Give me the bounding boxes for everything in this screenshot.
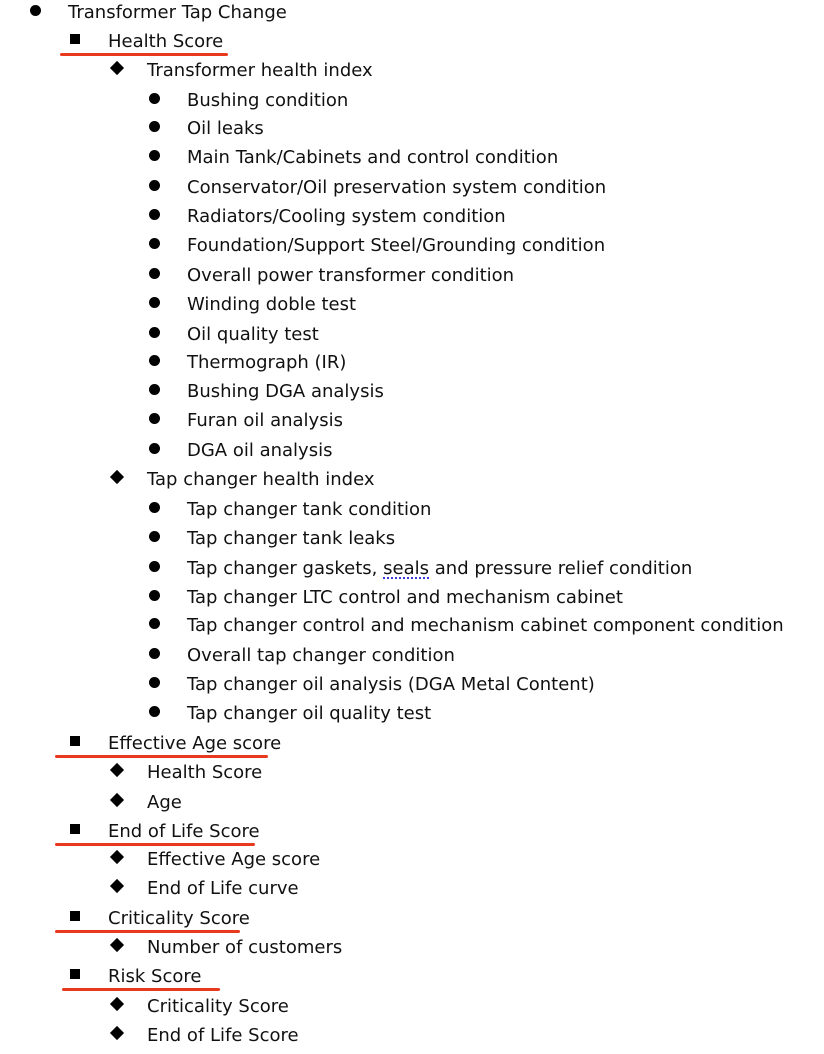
list-item-label: Conservator/Oil preservation system condition [187,177,607,198]
risk-score-red-underline [62,988,220,991]
spellcheck-flagged-word[interactable]: seals [383,558,430,579]
list-item-label: Radiators/Cooling system condition [187,206,506,227]
bullet-dot-icon [149,583,160,601]
bullet-dot-icon [149,231,160,249]
end-of-life-score-label: End of Life Score [108,821,260,842]
list-item-label: Overall tap changer condition [187,645,455,666]
bullet-dot-icon [149,611,160,629]
bullet-dot-icon [149,670,160,688]
bullet-diamond-icon [112,992,122,1009]
list-item-label: Tap changer tank leaks [187,528,396,549]
list-item-label: Furan oil analysis [187,410,343,431]
health-score-label: Health Score [108,31,224,52]
tap-changer-health-index-label: Tap changer health index [147,469,375,490]
list-item-label: Effective Age score [147,849,321,870]
risk-score-label: Risk Score [108,966,202,987]
list-item-label: Thermograph (IR) [187,352,347,373]
gaskets-rest-text: and pressure relief condition [434,558,693,579]
bullet-dot-icon [149,406,160,424]
bullet-dot-icon [149,699,160,717]
bullet-dot-icon [30,0,41,16]
bullet-diamond-icon [112,1021,122,1038]
bullet-dot-icon [149,377,160,395]
criticality-score-label: Criticality Score [108,908,250,929]
list-item-label: Tap changer control and mechanism cabinet component condition [187,615,784,636]
bullet-dot-icon [149,320,160,338]
bullet-dot-icon [149,554,160,572]
list-item-label: Tap changer tank condition [187,499,432,520]
list-item-label: Main Tank/Cabinets and control condition [187,147,559,168]
bullet-diamond-icon [112,788,122,805]
list-item-label: Foundation/Support Steel/Grounding condition [187,235,606,256]
bullet-dot-icon [149,86,160,104]
bullet-dot-icon [149,114,160,132]
list-item-label: Tap changer oil analysis (DGA Metal Content) [187,674,595,695]
bullet-dot-icon [149,495,160,513]
bullet-square-icon [70,817,80,834]
bullet-diamond-icon [112,465,122,482]
list-item-label: End of Life curve [147,878,299,899]
list-item-label: Oil leaks [187,118,264,139]
bullet-square-icon [70,904,80,921]
list-item-label: Age [147,792,182,813]
bullet-dot-icon [149,348,160,366]
bullet-dot-icon [149,261,160,279]
gaskets-text: Tap changer gaskets, [187,558,378,579]
bullet-square-icon [70,729,80,746]
list-item-label: Criticality Score [147,996,289,1017]
root-label: Transformer Tap Change [68,2,287,23]
bullet-dot-icon [149,202,160,220]
list-item-label: Number of customers [147,937,343,958]
list-item-label [187,554,692,583]
list-item-label: Tap changer oil quality test [187,703,432,724]
bullet-square-icon [70,27,80,44]
bullet-diamond-icon [112,758,122,775]
list-item-label: Oil quality test [187,324,319,345]
transformer-health-index-label: Transformer health index [147,60,373,81]
list-item-label: DGA oil analysis [187,440,333,461]
list-item-label: Winding doble test [187,294,357,315]
list-item-label: Bushing DGA analysis [187,381,384,402]
list-item-label: Bushing condition [187,90,349,111]
bullet-diamond-icon [112,56,122,73]
bullet-dot-icon [149,143,160,161]
list-item-label: Tap changer LTC control and mechanism cabinet [187,587,623,608]
bullet-diamond-icon [112,845,122,862]
list-item-label: End of Life Score [147,1025,299,1046]
bullet-dot-icon [149,436,160,454]
bullet-dot-icon [149,290,160,308]
bullet-diamond-icon [112,933,122,950]
bullet-diamond-icon [112,874,122,891]
list-item-label: Health Score [147,762,263,783]
bullet-square-icon [70,962,80,979]
list-item-label: Overall power transformer condition [187,265,515,286]
bullet-dot-icon [149,641,160,659]
bullet-dot-icon [149,524,160,542]
effective-age-score-label: Effective Age score [108,733,282,754]
bullet-dot-icon [149,173,160,191]
